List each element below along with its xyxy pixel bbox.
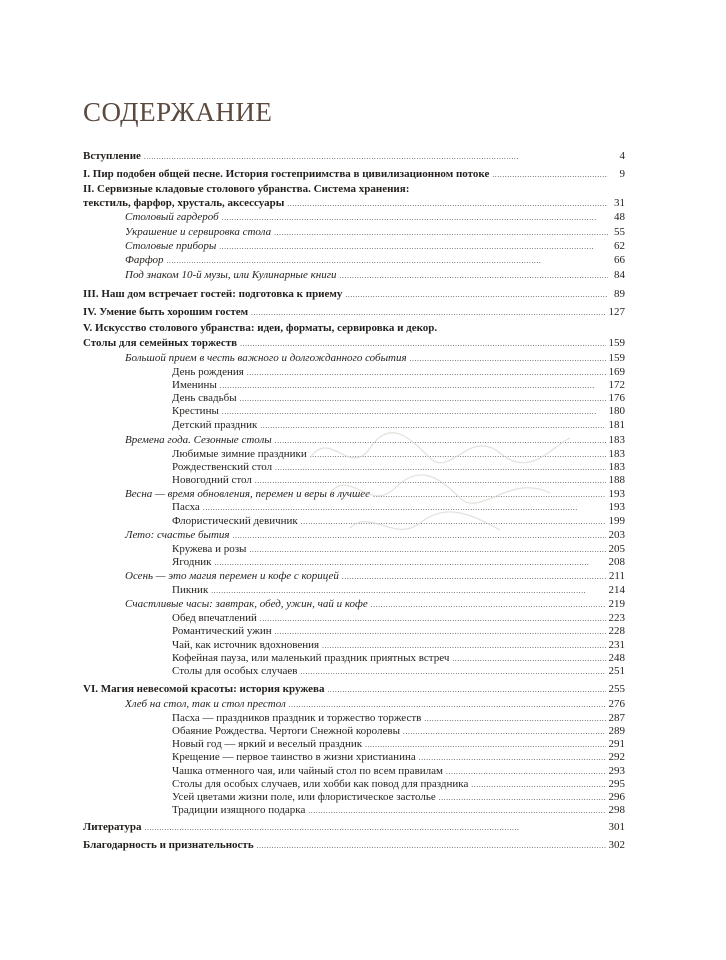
toc-entry-title: Крестины: [172, 405, 219, 417]
toc-page-number: 176: [608, 392, 625, 404]
toc-dot-leader: [287, 196, 608, 211]
toc-entry[interactable]: [172, 365, 625, 379]
toc-entry-title: I. Пир подобен общей песне. История гостеприимства в цивилизационном потоке: [83, 168, 490, 180]
toc-entry[interactable]: [83, 682, 625, 696]
toc-entry[interactable]: [172, 583, 625, 597]
toc-entry[interactable]: [125, 433, 625, 447]
toc-page-number: 298: [608, 804, 625, 816]
toc-page-number: 208: [608, 556, 625, 568]
toc-entry-title: Пикник: [172, 584, 209, 596]
toc-entry[interactable]: [172, 611, 625, 625]
toc-entry-title: Украшение и сервировка стола: [125, 226, 272, 238]
toc-entry-title: текстиль, фарфор, хрусталь, аксессуары: [83, 197, 285, 209]
toc-entry-title: IV. Умение быть хорошим гостем: [83, 306, 249, 318]
toc-entry-title: Обаяние Рождества. Чертоги Снежной королевы: [172, 725, 400, 737]
toc-page-number: 203: [608, 529, 625, 541]
toc-entry-title: Кружева и розы: [172, 543, 247, 555]
page-title: СОДЕРЖАНИЕ: [83, 97, 273, 127]
toc-entry-title: Весна — время обновления, перемен и веры в лучшее: [125, 488, 371, 500]
toc-dot-leader: [222, 404, 606, 419]
toc-page-number: 199: [608, 515, 625, 527]
toc-entry-title: Ягодник: [172, 556, 212, 568]
toc-dot-leader: [260, 418, 605, 433]
toc-entry[interactable]: [125, 528, 625, 542]
toc-page-number: 291: [608, 738, 625, 750]
toc-page-number: 301: [608, 821, 625, 833]
toc-entry-title: Столы для особых случаев: [172, 665, 298, 677]
toc-entry-title: Традиции изящного подарка: [172, 804, 306, 816]
toc-entry[interactable]: [172, 790, 625, 804]
toc-dot-leader: [492, 167, 608, 182]
toc-page-number: 205: [608, 543, 625, 555]
toc-entry[interactable]: [125, 225, 625, 239]
toc-dot-leader: [308, 803, 605, 818]
toc-page-number: 127: [608, 306, 625, 318]
toc-dot-leader: [274, 225, 608, 240]
toc-page-number: 89: [614, 288, 625, 300]
toc-entry-title: Чай, как источник вдохновения: [172, 639, 320, 651]
toc-entry[interactable]: [172, 391, 625, 405]
toc-entry-title: Именины: [172, 379, 217, 391]
toc-entry-title: III. Наш дом встречает гостей: подготовка к приему: [83, 288, 343, 300]
toc-entry-title: День рождения: [172, 366, 244, 378]
toc-entry[interactable]: [172, 378, 625, 392]
toc-entry[interactable]: [172, 803, 625, 817]
toc-page-number: 296: [608, 791, 625, 803]
toc-entry-title: Любимые зимние праздники: [172, 448, 307, 460]
toc-page-number: 181: [608, 419, 625, 431]
toc-entry[interactable]: [172, 514, 625, 528]
toc-page-number: 289: [608, 725, 625, 737]
toc-entry[interactable]: [172, 764, 625, 778]
toc-entry[interactable]: [172, 418, 625, 432]
toc-entry[interactable]: [83, 838, 625, 852]
toc-entry[interactable]: [125, 697, 625, 711]
toc-dot-leader: [275, 624, 606, 639]
toc-entry-title: Фарфор: [125, 254, 164, 266]
toc-page-number: 302: [608, 839, 625, 851]
toc-entry[interactable]: [172, 724, 625, 738]
toc-entry-title: VI. Магия невесомой красоты: история кружева: [83, 683, 325, 695]
toc-page-number: 31: [614, 197, 625, 209]
toc-entry[interactable]: [125, 569, 625, 583]
toc-entry[interactable]: [172, 555, 625, 569]
toc-entry-title: День свадьбы: [172, 392, 237, 404]
toc-entry[interactable]: [172, 624, 625, 638]
toc-dot-leader: [410, 351, 606, 366]
toc-entry-title: Лето: счастье бытия: [125, 529, 230, 541]
toc-page-number: 180: [608, 405, 625, 417]
toc-entry[interactable]: [172, 473, 625, 487]
toc-entry-title: Крещение — первое таинство в жизни христианина: [172, 751, 416, 763]
toc-entry[interactable]: [83, 149, 625, 163]
toc-page-number: 214: [608, 584, 625, 596]
toc-page-number: 183: [608, 434, 625, 446]
toc-entry-title: Столы для семейных торжеств: [83, 337, 238, 349]
toc-page-number: 188: [608, 474, 625, 486]
toc-dot-leader: [145, 820, 606, 835]
toc-entry-title: Времена года. Сезонные столы: [125, 434, 272, 446]
toc-page-number: 293: [608, 765, 625, 777]
toc-entry-title: Осень — это магия перемен и кофе с корицей: [125, 570, 339, 582]
toc-page-number: 159: [608, 352, 625, 364]
toc-entry[interactable]: [83, 167, 625, 181]
toc-entry[interactable]: [125, 487, 625, 501]
toc-dot-leader: [144, 149, 608, 164]
toc-entry[interactable]: [172, 404, 625, 418]
toc-page-number: 4: [619, 150, 625, 162]
toc-entry[interactable]: [172, 737, 625, 751]
toc-page-number: 251: [608, 665, 625, 677]
toc-page-number: 183: [608, 448, 625, 460]
toc-page-number: 231: [608, 639, 625, 651]
toc-entry-title: Романтический ужин: [172, 625, 272, 637]
toc-dot-leader: [301, 664, 606, 679]
toc-entry[interactable]: [83, 287, 625, 301]
toc-page-number: 248: [608, 652, 625, 664]
toc-entry[interactable]: [125, 210, 625, 224]
toc-heading: V. Искусство столового убранства: идеи, форматы, сервировка и декор.: [83, 322, 438, 334]
toc-entry[interactable]: [125, 351, 625, 365]
toc-page-number: 84: [614, 269, 625, 281]
toc-page-number: 193: [608, 501, 625, 513]
toc-entry-title: Столовый гардероб: [125, 211, 219, 223]
toc-heading: II. Сервизные кладовые столового убранства. Система хранения:: [83, 183, 410, 195]
toc-page-number: 48: [614, 211, 625, 223]
toc-page-number: 159: [608, 337, 625, 349]
toc-entry[interactable]: [83, 305, 625, 319]
toc-entry[interactable]: [172, 777, 625, 791]
toc-page-number: 276: [608, 698, 625, 710]
toc-page-number: 172: [608, 379, 625, 391]
toc-dot-leader: [203, 500, 606, 515]
toc-page-number: 219: [608, 598, 625, 610]
toc-entry-title: Новый год — яркий и веселый праздник: [172, 738, 363, 750]
toc-entry-title: Рождественский стол: [172, 461, 273, 473]
toc-entry[interactable]: [125, 253, 625, 267]
toc-dot-leader: [222, 210, 608, 225]
toc-entry-title: Чашка отменного чая, или чайный стол по всем правилам: [172, 765, 443, 777]
toc-entry[interactable]: [125, 597, 625, 611]
toc-entry-title: Новогодний стол: [172, 474, 252, 486]
toc-dot-leader: [211, 583, 605, 598]
toc-dot-leader: [371, 597, 606, 612]
toc-dot-leader: [289, 697, 606, 712]
toc-entry-title: Детский праздник: [172, 419, 258, 431]
toc-entry-title: Обед впечатлений: [172, 612, 257, 624]
toc-entry[interactable]: [172, 664, 625, 678]
toc-entry[interactable]: [172, 750, 625, 764]
toc-entry-title: Кофейная пауза, или маленький праздник приятных встреч: [172, 652, 450, 664]
toc-dot-leader: [255, 473, 606, 488]
toc-page-number: 55: [614, 226, 625, 238]
toc-dot-leader: [275, 433, 606, 448]
toc-entry-title: Усей цветами жизни поле, или флористическое застолье: [172, 791, 436, 803]
toc-page-number: 295: [608, 778, 625, 790]
toc-entry[interactable]: [172, 500, 625, 514]
toc-entry[interactable]: [83, 336, 625, 350]
toc-page-number: 223: [608, 612, 625, 624]
toc-entry[interactable]: [83, 820, 625, 834]
toc-dot-leader: [340, 268, 608, 283]
toc-page-number: 9: [619, 168, 625, 180]
toc-entry-title: Под знаком 10-й музы, или Кулинарные книги: [125, 269, 337, 281]
toc-dot-leader: [219, 239, 608, 254]
toc-entry-title: Флористический девичник: [172, 515, 298, 527]
toc-entry-title: Благодарность и признательность: [83, 839, 254, 851]
toc-page-number: 183: [608, 461, 625, 473]
toc-entry[interactable]: [125, 268, 625, 282]
toc-dot-leader: [167, 253, 608, 268]
toc-entry-title: Пасха — праздников праздник и торжество торжеств: [172, 712, 422, 724]
toc-entry-title: Счастливые часы: завтрак, обед, ужин, чай и кофе: [125, 598, 368, 610]
toc-dot-leader: [419, 750, 606, 765]
toc-page-number: 255: [608, 683, 625, 695]
toc-page-number: 169: [608, 366, 625, 378]
toc-entry-title: Большой прием в честь важного и долгожданного события: [125, 352, 407, 364]
toc-entry-title: Столы для особых случаев, или хобби как повод для праздника: [172, 778, 469, 790]
toc-dot-leader: [301, 514, 606, 529]
toc-dot-leader: [345, 287, 608, 302]
toc-dot-leader: [233, 528, 606, 543]
toc-dot-leader: [240, 336, 605, 351]
toc-dot-leader: [257, 838, 606, 853]
toc-entry-title: Литература: [83, 821, 142, 833]
toc-entry[interactable]: [172, 447, 625, 461]
toc-dot-leader: [214, 555, 605, 570]
toc-dot-leader: [251, 305, 605, 320]
toc-entry-title: Хлеб на стол, так и стол престол: [125, 698, 286, 710]
toc-page-number: 62: [614, 240, 625, 252]
toc-entry[interactable]: [172, 542, 625, 556]
toc-entry-title: Пасха: [172, 501, 200, 513]
toc-page-number: 211: [608, 570, 625, 582]
toc-page-number: 287: [608, 712, 625, 724]
toc-page-number: 193: [608, 488, 625, 500]
toc-entry[interactable]: [172, 460, 625, 474]
toc-entry[interactable]: [83, 196, 625, 210]
toc-page-number: 228: [608, 625, 625, 637]
toc-dot-leader: [342, 569, 606, 584]
toc-entry[interactable]: [125, 239, 625, 253]
toc-dot-leader: [327, 682, 605, 697]
toc-page-number: 292: [608, 751, 625, 763]
toc-entry-title: Вступление: [83, 150, 141, 162]
toc-entry[interactable]: [172, 638, 625, 652]
toc-page-number: 66: [614, 254, 625, 266]
toc-entry-title: Столовые приборы: [125, 240, 217, 252]
toc-entry[interactable]: [172, 651, 625, 665]
toc-entry[interactable]: [172, 711, 625, 725]
